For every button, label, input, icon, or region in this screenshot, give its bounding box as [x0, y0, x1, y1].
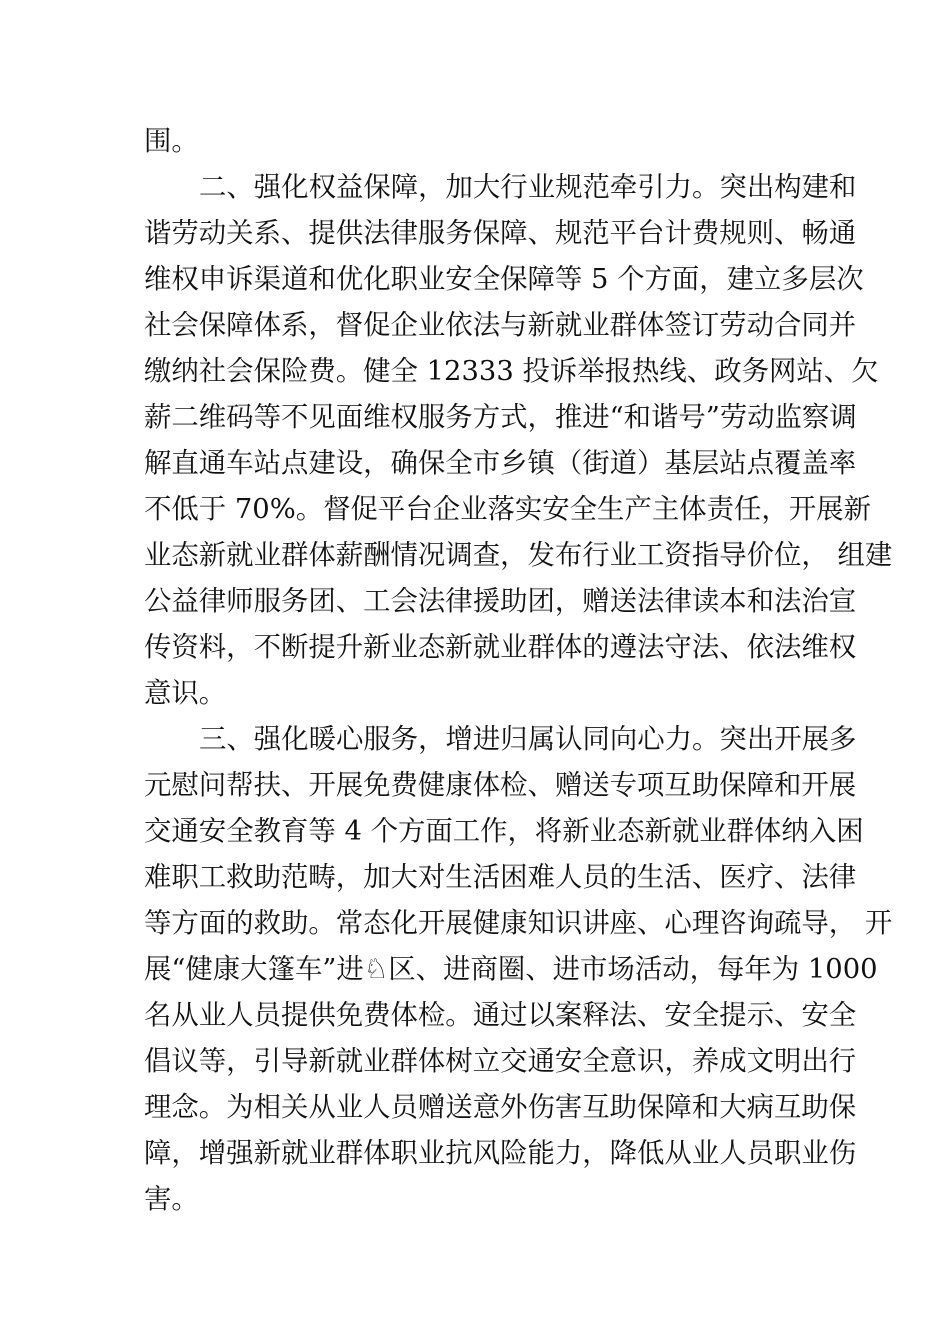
paragraph-2-heading-line: 二、强化权益保障，加大行业规范牵引力。突出构建和	[199, 172, 857, 203]
text-line: 社会保障体系，督促企业依法与新就业群体签订劳动合同并	[144, 310, 857, 341]
text-line: 缴纳社会保险费。健全 12333 投诉举报热线、政务网站、欠	[144, 356, 879, 387]
text-line: 展“健康大篷车”进♘区、进商圈、进市场活动，每年为 1000	[144, 954, 878, 985]
text-line: 害。	[144, 1184, 199, 1215]
text-line: 谐劳动关系、提供法律服务保障、规范平台计费规则、畅通	[144, 218, 857, 249]
text-line: 传资料，不断提升新业态新就业群体的遵法守法、依法维权	[144, 632, 857, 663]
text-line: 名从业人员提供免费体检。通过以案释法、安全提示、安全	[144, 1000, 857, 1031]
paragraph-3-heading-line: 三、强化暖心服务，增进归属认同向心力。突出开展多	[199, 724, 857, 755]
text-line: 倡议等，引导新就业群体树立交通安全意识，养成文明出行	[144, 1046, 857, 1077]
text-line: 障，增强新就业群体职业抗风险能力，降低从业人员职业伤	[144, 1138, 857, 1169]
text-line: 围。	[144, 126, 199, 157]
text-line: 解直通车站点建设，确保全市乡镇（街道）基层站点覆盖率	[144, 448, 857, 479]
body-text	[144, 119, 893, 1223]
text-line: 维权申诉渠道和优化职业安全保障等 5 个方面，建立多层次	[144, 264, 864, 295]
text-line: 难职工救助范畴，加大对生活困难人员的生活、医疗、法律	[144, 862, 857, 893]
text-line: 公益律师服务团、工会法律援助团，赠送法律读本和法治宣	[144, 586, 857, 617]
text-line: 等方面的救助。常态化开展健康知识讲座、心理咨询疏导， 开	[144, 908, 893, 939]
text-line: 理念。为相关从业人员赠送意外伤害互助保障和大病互助保	[144, 1092, 857, 1123]
text-line: 元慰问帮扶、开展免费健康体检、赠送专项互助保障和开展	[144, 770, 857, 801]
text-line: 交通安全教育等 4 个方面工作，将新业态新就业群体纳入困	[144, 816, 864, 847]
text-line: 不低于 70%。督促平台企业落实安全生产主体责任，开展新	[144, 494, 871, 525]
text-line: 薪二维码等不见面维权服务方式，推进“和谐号”劳动监察调	[144, 402, 857, 433]
text-line: 意识。	[144, 678, 227, 709]
text-line: 业态新就业群体薪酬情况调查，发布行业工资指导价位， 组建	[144, 540, 893, 571]
